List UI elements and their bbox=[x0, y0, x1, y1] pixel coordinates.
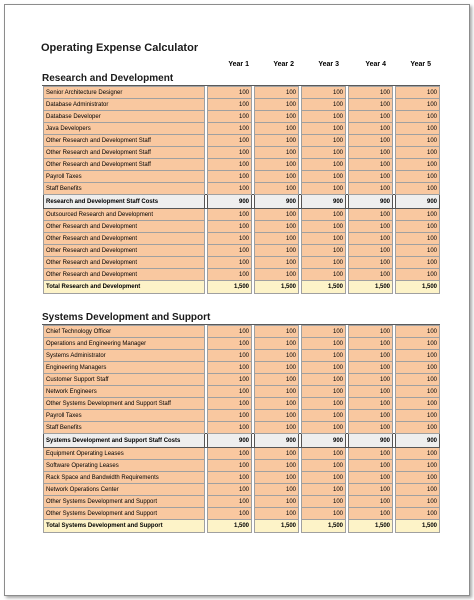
year-2-value-cell[interactable]: 100 bbox=[255, 135, 299, 147]
year-5-value-cell[interactable]: 100 bbox=[396, 171, 440, 183]
year-5-value-cell[interactable]: 100 bbox=[396, 326, 440, 338]
year-4-value-cell[interactable]: 100 bbox=[349, 496, 393, 508]
year-5-value-cell[interactable]: 100 bbox=[396, 269, 440, 281]
year-3-value-cell[interactable]: 100 bbox=[302, 123, 346, 135]
year-5-value-cell: 1,500 bbox=[396, 281, 440, 294]
row-label[interactable]: Other Systems Development and Support bbox=[44, 496, 205, 508]
year-4-value-cell[interactable]: 100 bbox=[349, 386, 393, 398]
year-4-value-cell: 1,500 bbox=[349, 520, 393, 533]
year-3-value-cell[interactable]: 100 bbox=[302, 496, 346, 508]
year-4-value-cell[interactable]: 100 bbox=[349, 374, 393, 386]
year-5-value-cell[interactable]: 100 bbox=[396, 422, 440, 434]
year-5-value-cell[interactable]: 100 bbox=[396, 233, 440, 245]
year-3-value-cell[interactable]: 100 bbox=[302, 209, 346, 221]
year-2-value-cell: 900 bbox=[255, 195, 299, 209]
year-5-value-cell[interactable]: 100 bbox=[396, 362, 440, 374]
year-4-value-cell[interactable]: 100 bbox=[349, 484, 393, 496]
table-row bbox=[44, 422, 440, 434]
year-5-value-cell[interactable]: 100 bbox=[396, 496, 440, 508]
row-label[interactable]: Database Developer bbox=[44, 111, 205, 123]
year-1-value-cell[interactable]: 100 bbox=[208, 362, 252, 374]
year-2-value-cell[interactable]: 100 bbox=[255, 87, 299, 99]
research-table bbox=[43, 86, 440, 294]
year-5-value-cell: 900 bbox=[396, 195, 440, 209]
table-row bbox=[44, 362, 440, 374]
year-3-value-cell[interactable]: 100 bbox=[302, 87, 346, 99]
year-3-value-cell[interactable]: 100 bbox=[302, 183, 346, 195]
year-3-value-cell[interactable]: 100 bbox=[302, 374, 346, 386]
year-5-value-cell[interactable]: 100 bbox=[396, 508, 440, 520]
year-1-value-cell[interactable]: 100 bbox=[208, 338, 252, 350]
table-row bbox=[44, 448, 440, 460]
row-label: Research and Development Staff Costs bbox=[44, 195, 205, 209]
year-1-value-cell[interactable]: 100 bbox=[208, 159, 252, 171]
year-2-value-cell[interactable]: 100 bbox=[255, 99, 299, 111]
year-3-value-cell: 900 bbox=[302, 434, 346, 448]
table-row bbox=[44, 87, 440, 99]
row-label[interactable]: Other Research and Development bbox=[44, 269, 205, 281]
year-4-value-cell[interactable]: 100 bbox=[349, 472, 393, 484]
year-5-value-cell: 900 bbox=[396, 434, 440, 448]
year-1-value-cell[interactable]: 100 bbox=[208, 245, 252, 257]
row-label[interactable]: Outsourced Research and Development bbox=[44, 209, 205, 221]
year-1-value-cell[interactable]: 100 bbox=[208, 448, 252, 460]
year-1-value-cell[interactable]: 100 bbox=[208, 472, 252, 484]
row-label[interactable]: Other Research and Development bbox=[44, 221, 205, 233]
year-1-value-cell[interactable]: 100 bbox=[208, 350, 252, 362]
table-row bbox=[44, 410, 440, 422]
year-3-value-cell[interactable]: 100 bbox=[302, 362, 346, 374]
year-3-value-cell[interactable]: 100 bbox=[302, 508, 346, 520]
year-1-value-cell[interactable]: 100 bbox=[208, 374, 252, 386]
year-5-value-cell[interactable]: 100 bbox=[396, 183, 440, 195]
year-5-value-cell[interactable]: 100 bbox=[396, 99, 440, 111]
year-5-value-cell[interactable]: 100 bbox=[396, 123, 440, 135]
year-3-value-cell[interactable]: 100 bbox=[302, 269, 346, 281]
year-2-value-cell[interactable]: 100 bbox=[255, 221, 299, 233]
year-1-value-cell[interactable]: 100 bbox=[208, 171, 252, 183]
year-5-value-cell[interactable]: 100 bbox=[396, 257, 440, 269]
year-2-value-cell[interactable]: 100 bbox=[255, 111, 299, 123]
year-3-value-cell[interactable]: 100 bbox=[302, 422, 346, 434]
year-3-value-cell[interactable]: 100 bbox=[302, 448, 346, 460]
year-1-value-cell[interactable]: 100 bbox=[208, 221, 252, 233]
year-1-value-cell[interactable]: 100 bbox=[208, 87, 252, 99]
year-1-value-cell[interactable]: 100 bbox=[208, 326, 252, 338]
page-title: Operating Expense Calculator bbox=[41, 42, 199, 54]
year-2-value-cell[interactable]: 100 bbox=[255, 350, 299, 362]
year-2-value-cell[interactable]: 100 bbox=[255, 159, 299, 171]
systems-table bbox=[43, 325, 440, 533]
year-2-value-cell[interactable]: 100 bbox=[255, 448, 299, 460]
year-4-value-cell[interactable]: 100 bbox=[349, 245, 393, 257]
year-4-value-cell[interactable]: 100 bbox=[349, 159, 393, 171]
year-3-value-cell[interactable]: 100 bbox=[302, 410, 346, 422]
year-2-value-cell[interactable]: 100 bbox=[255, 386, 299, 398]
year-3-value-cell[interactable]: 100 bbox=[302, 171, 346, 183]
subtotal-row bbox=[44, 195, 440, 209]
table-row bbox=[44, 123, 440, 135]
year-5-value-cell[interactable]: 100 bbox=[396, 410, 440, 422]
year-2-value-cell[interactable]: 100 bbox=[255, 257, 299, 269]
year-header: Year 4 bbox=[365, 61, 386, 68]
year-5-value-cell[interactable]: 100 bbox=[396, 111, 440, 123]
year-5-value-cell[interactable]: 100 bbox=[396, 472, 440, 484]
year-2-value-cell[interactable]: 100 bbox=[255, 245, 299, 257]
row-label[interactable]: Network Operations Center bbox=[44, 484, 205, 496]
year-2-value-cell[interactable]: 100 bbox=[255, 362, 299, 374]
year-1-value-cell[interactable]: 100 bbox=[208, 209, 252, 221]
year-5-value-cell[interactable]: 100 bbox=[396, 338, 440, 350]
year-1-value-cell[interactable]: 100 bbox=[208, 386, 252, 398]
year-1-value-cell[interactable]: 100 bbox=[208, 233, 252, 245]
row-label[interactable]: Customer Support Staff bbox=[44, 374, 205, 386]
year-5-value-cell[interactable]: 100 bbox=[396, 484, 440, 496]
year-3-value-cell[interactable]: 100 bbox=[302, 159, 346, 171]
document-page bbox=[4, 4, 470, 596]
table-row bbox=[44, 135, 440, 147]
year-3-value-cell[interactable]: 100 bbox=[302, 350, 346, 362]
year-3-value-cell[interactable]: 100 bbox=[302, 460, 346, 472]
year-3-value-cell[interactable]: 100 bbox=[302, 221, 346, 233]
year-4-value-cell[interactable]: 100 bbox=[349, 233, 393, 245]
year-5-value-cell: 1,500 bbox=[396, 520, 440, 533]
row-label[interactable]: Payroll Taxes bbox=[44, 171, 205, 183]
row-label[interactable]: Systems Administrator bbox=[44, 350, 205, 362]
table-row bbox=[44, 233, 440, 245]
year-4-value-cell[interactable]: 100 bbox=[349, 460, 393, 472]
year-3-value-cell[interactable]: 100 bbox=[302, 484, 346, 496]
year-1-value-cell: 900 bbox=[208, 434, 252, 448]
table-row bbox=[44, 484, 440, 496]
year-3-value-cell: 1,500 bbox=[302, 281, 346, 294]
year-5-value-cell[interactable]: 100 bbox=[396, 245, 440, 257]
year-5-value-cell[interactable]: 100 bbox=[396, 386, 440, 398]
year-3-value-cell[interactable]: 100 bbox=[302, 472, 346, 484]
year-header: Year 2 bbox=[273, 61, 294, 68]
year-1-value-cell[interactable]: 100 bbox=[208, 496, 252, 508]
year-5-value-cell[interactable]: 100 bbox=[396, 350, 440, 362]
year-1-value-cell[interactable]: 100 bbox=[208, 183, 252, 195]
year-4-value-cell[interactable]: 100 bbox=[349, 338, 393, 350]
year-1-value-cell[interactable]: 100 bbox=[208, 111, 252, 123]
year-5-value-cell[interactable]: 100 bbox=[396, 87, 440, 99]
year-5-value-cell[interactable]: 100 bbox=[396, 135, 440, 147]
year-4-value-cell[interactable]: 100 bbox=[349, 171, 393, 183]
year-1-value-cell[interactable]: 100 bbox=[208, 135, 252, 147]
year-2-value-cell[interactable]: 100 bbox=[255, 338, 299, 350]
year-1-value-cell[interactable]: 100 bbox=[208, 269, 252, 281]
year-3-value-cell[interactable]: 100 bbox=[302, 233, 346, 245]
year-2-value-cell[interactable]: 100 bbox=[255, 508, 299, 520]
year-2-value-cell[interactable]: 100 bbox=[255, 410, 299, 422]
row-label[interactable]: Equipment Operating Leases bbox=[44, 448, 205, 460]
year-3-value-cell[interactable]: 100 bbox=[302, 338, 346, 350]
year-3-value-cell[interactable]: 100 bbox=[302, 326, 346, 338]
table-row bbox=[44, 111, 440, 123]
row-label[interactable]: Other Research and Development bbox=[44, 257, 205, 269]
year-1-value-cell: 1,500 bbox=[208, 281, 252, 294]
year-3-value-cell[interactable]: 100 bbox=[302, 135, 346, 147]
year-4-value-cell[interactable]: 100 bbox=[349, 326, 393, 338]
year-4-value-cell: 900 bbox=[349, 195, 393, 209]
table-row bbox=[44, 269, 440, 281]
year-5-value-cell[interactable]: 100 bbox=[396, 221, 440, 233]
year-1-value-cell[interactable]: 100 bbox=[208, 422, 252, 434]
table-row bbox=[44, 159, 440, 171]
year-1-value-cell[interactable]: 100 bbox=[208, 147, 252, 159]
year-3-value-cell: 900 bbox=[302, 195, 346, 209]
table-row bbox=[44, 398, 440, 410]
table-row bbox=[44, 257, 440, 269]
year-4-value-cell[interactable]: 100 bbox=[349, 422, 393, 434]
year-header-row bbox=[205, 61, 434, 68]
year-3-value-cell[interactable]: 100 bbox=[302, 386, 346, 398]
row-label[interactable]: Other Research and Development bbox=[44, 233, 205, 245]
year-4-value-cell: 1,500 bbox=[349, 281, 393, 294]
year-5-value-cell[interactable]: 100 bbox=[396, 460, 440, 472]
year-3-value-cell[interactable]: 100 bbox=[302, 245, 346, 257]
row-label[interactable]: Network Engineers bbox=[44, 386, 205, 398]
year-2-value-cell[interactable]: 100 bbox=[255, 398, 299, 410]
row-label[interactable]: Other Research and Development bbox=[44, 245, 205, 257]
year-1-value-cell[interactable]: 100 bbox=[208, 460, 252, 472]
year-2-value-cell[interactable]: 100 bbox=[255, 269, 299, 281]
year-4-value-cell[interactable]: 100 bbox=[349, 350, 393, 362]
year-1-value-cell[interactable]: 100 bbox=[208, 257, 252, 269]
table-row bbox=[44, 508, 440, 520]
table-row bbox=[44, 386, 440, 398]
year-4-value-cell[interactable]: 100 bbox=[349, 147, 393, 159]
year-2-value-cell[interactable]: 100 bbox=[255, 422, 299, 434]
year-1-value-cell[interactable]: 100 bbox=[208, 123, 252, 135]
row-label[interactable]: Java Developers bbox=[44, 123, 205, 135]
year-4-value-cell[interactable]: 100 bbox=[349, 221, 393, 233]
year-4-value-cell: 900 bbox=[349, 434, 393, 448]
table-row bbox=[44, 374, 440, 386]
year-5-value-cell[interactable]: 100 bbox=[396, 448, 440, 460]
year-header: Year 5 bbox=[410, 61, 431, 68]
year-3-value-cell[interactable]: 100 bbox=[302, 257, 346, 269]
year-4-value-cell[interactable]: 100 bbox=[349, 508, 393, 520]
table-row bbox=[44, 338, 440, 350]
year-3-value-cell[interactable]: 100 bbox=[302, 147, 346, 159]
row-label[interactable]: Other Systems Development and Support bbox=[44, 508, 205, 520]
row-label: Systems Development and Support Staff Costs bbox=[44, 434, 205, 448]
year-4-value-cell[interactable]: 100 bbox=[349, 209, 393, 221]
year-4-value-cell[interactable]: 100 bbox=[349, 362, 393, 374]
row-label[interactable]: Other Research and Development Staff bbox=[44, 159, 205, 171]
year-2-value-cell: 900 bbox=[255, 434, 299, 448]
year-5-value-cell[interactable]: 100 bbox=[396, 398, 440, 410]
year-3-value-cell: 1,500 bbox=[302, 520, 346, 533]
year-2-value-cell[interactable]: 100 bbox=[255, 209, 299, 221]
row-label[interactable]: Other Systems Development and Support Staff bbox=[44, 398, 205, 410]
year-4-value-cell[interactable]: 100 bbox=[349, 410, 393, 422]
year-4-value-cell[interactable]: 100 bbox=[349, 448, 393, 460]
row-label[interactable]: Chief Technology Officer bbox=[44, 326, 205, 338]
table-row bbox=[44, 221, 440, 233]
year-5-value-cell[interactable]: 100 bbox=[396, 147, 440, 159]
row-label[interactable]: Operations and Engineering Manager bbox=[44, 338, 205, 350]
year-4-value-cell[interactable]: 100 bbox=[349, 87, 393, 99]
table-row bbox=[44, 350, 440, 362]
row-label[interactable]: Staff Benefits bbox=[44, 422, 205, 434]
row-label[interactable]: Database Administrator bbox=[44, 99, 205, 111]
year-4-value-cell[interactable]: 100 bbox=[349, 183, 393, 195]
table-row bbox=[44, 99, 440, 111]
year-2-value-cell[interactable]: 100 bbox=[255, 147, 299, 159]
year-2-value-cell[interactable]: 100 bbox=[255, 233, 299, 245]
year-2-value-cell[interactable]: 100 bbox=[255, 374, 299, 386]
year-4-value-cell[interactable]: 100 bbox=[349, 111, 393, 123]
year-3-value-cell[interactable]: 100 bbox=[302, 398, 346, 410]
table-row bbox=[44, 147, 440, 159]
year-1-value-cell[interactable]: 100 bbox=[208, 99, 252, 111]
year-4-value-cell[interactable]: 100 bbox=[349, 269, 393, 281]
year-2-value-cell[interactable]: 100 bbox=[255, 171, 299, 183]
year-2-value-cell[interactable]: 100 bbox=[255, 496, 299, 508]
table-row bbox=[44, 472, 440, 484]
table-row bbox=[44, 209, 440, 221]
subtotal-row bbox=[44, 434, 440, 448]
row-label[interactable]: Other Research and Development Staff bbox=[44, 135, 205, 147]
table-row bbox=[44, 496, 440, 508]
row-label[interactable]: Senior Architecture Designer bbox=[44, 87, 205, 99]
table-row bbox=[44, 460, 440, 472]
year-4-value-cell[interactable]: 100 bbox=[349, 257, 393, 269]
row-label[interactable]: Other Research and Development Staff bbox=[44, 147, 205, 159]
year-4-value-cell[interactable]: 100 bbox=[349, 135, 393, 147]
year-3-value-cell[interactable]: 100 bbox=[302, 111, 346, 123]
year-1-value-cell: 1,500 bbox=[208, 520, 252, 533]
year-3-value-cell[interactable]: 100 bbox=[302, 99, 346, 111]
year-2-value-cell[interactable]: 100 bbox=[255, 460, 299, 472]
year-1-value-cell[interactable]: 100 bbox=[208, 484, 252, 496]
year-header: Year 3 bbox=[318, 61, 339, 68]
year-4-value-cell[interactable]: 100 bbox=[349, 123, 393, 135]
year-1-value-cell[interactable]: 100 bbox=[208, 508, 252, 520]
year-2-value-cell[interactable]: 100 bbox=[255, 472, 299, 484]
year-1-value-cell: 900 bbox=[208, 195, 252, 209]
year-2-value-cell[interactable]: 100 bbox=[255, 326, 299, 338]
year-2-value-cell[interactable]: 100 bbox=[255, 123, 299, 135]
year-5-value-cell[interactable]: 100 bbox=[396, 209, 440, 221]
row-label[interactable]: Staff Benefits bbox=[44, 183, 205, 195]
year-4-value-cell[interactable]: 100 bbox=[349, 99, 393, 111]
year-header: Year 1 bbox=[228, 61, 249, 68]
row-label[interactable]: Payroll Taxes bbox=[44, 410, 205, 422]
table-row bbox=[44, 245, 440, 257]
year-2-value-cell: 1,500 bbox=[255, 520, 299, 533]
total-row bbox=[44, 281, 440, 294]
year-2-value-cell[interactable]: 100 bbox=[255, 183, 299, 195]
table-row bbox=[44, 171, 440, 183]
year-5-value-cell[interactable]: 100 bbox=[396, 374, 440, 386]
year-2-value-cell[interactable]: 100 bbox=[255, 484, 299, 496]
year-2-value-cell: 1,500 bbox=[255, 281, 299, 294]
year-1-value-cell[interactable]: 100 bbox=[208, 410, 252, 422]
table-row bbox=[44, 326, 440, 338]
section-title-systems: Systems Development and Support bbox=[42, 312, 211, 323]
year-4-value-cell[interactable]: 100 bbox=[349, 398, 393, 410]
row-label: Total Systems Development and Support bbox=[44, 520, 205, 533]
row-label[interactable]: Engineering Managers bbox=[44, 362, 205, 374]
row-label[interactable]: Software Operating Leases bbox=[44, 460, 205, 472]
row-label: Total Research and Development bbox=[44, 281, 205, 294]
year-1-value-cell[interactable]: 100 bbox=[208, 398, 252, 410]
section-title-research: Research and Development bbox=[42, 73, 174, 84]
total-row bbox=[44, 520, 440, 533]
table-row bbox=[44, 183, 440, 195]
year-5-value-cell[interactable]: 100 bbox=[396, 159, 440, 171]
row-label[interactable]: Rack Space and Bandwidth Requirements bbox=[44, 472, 205, 484]
